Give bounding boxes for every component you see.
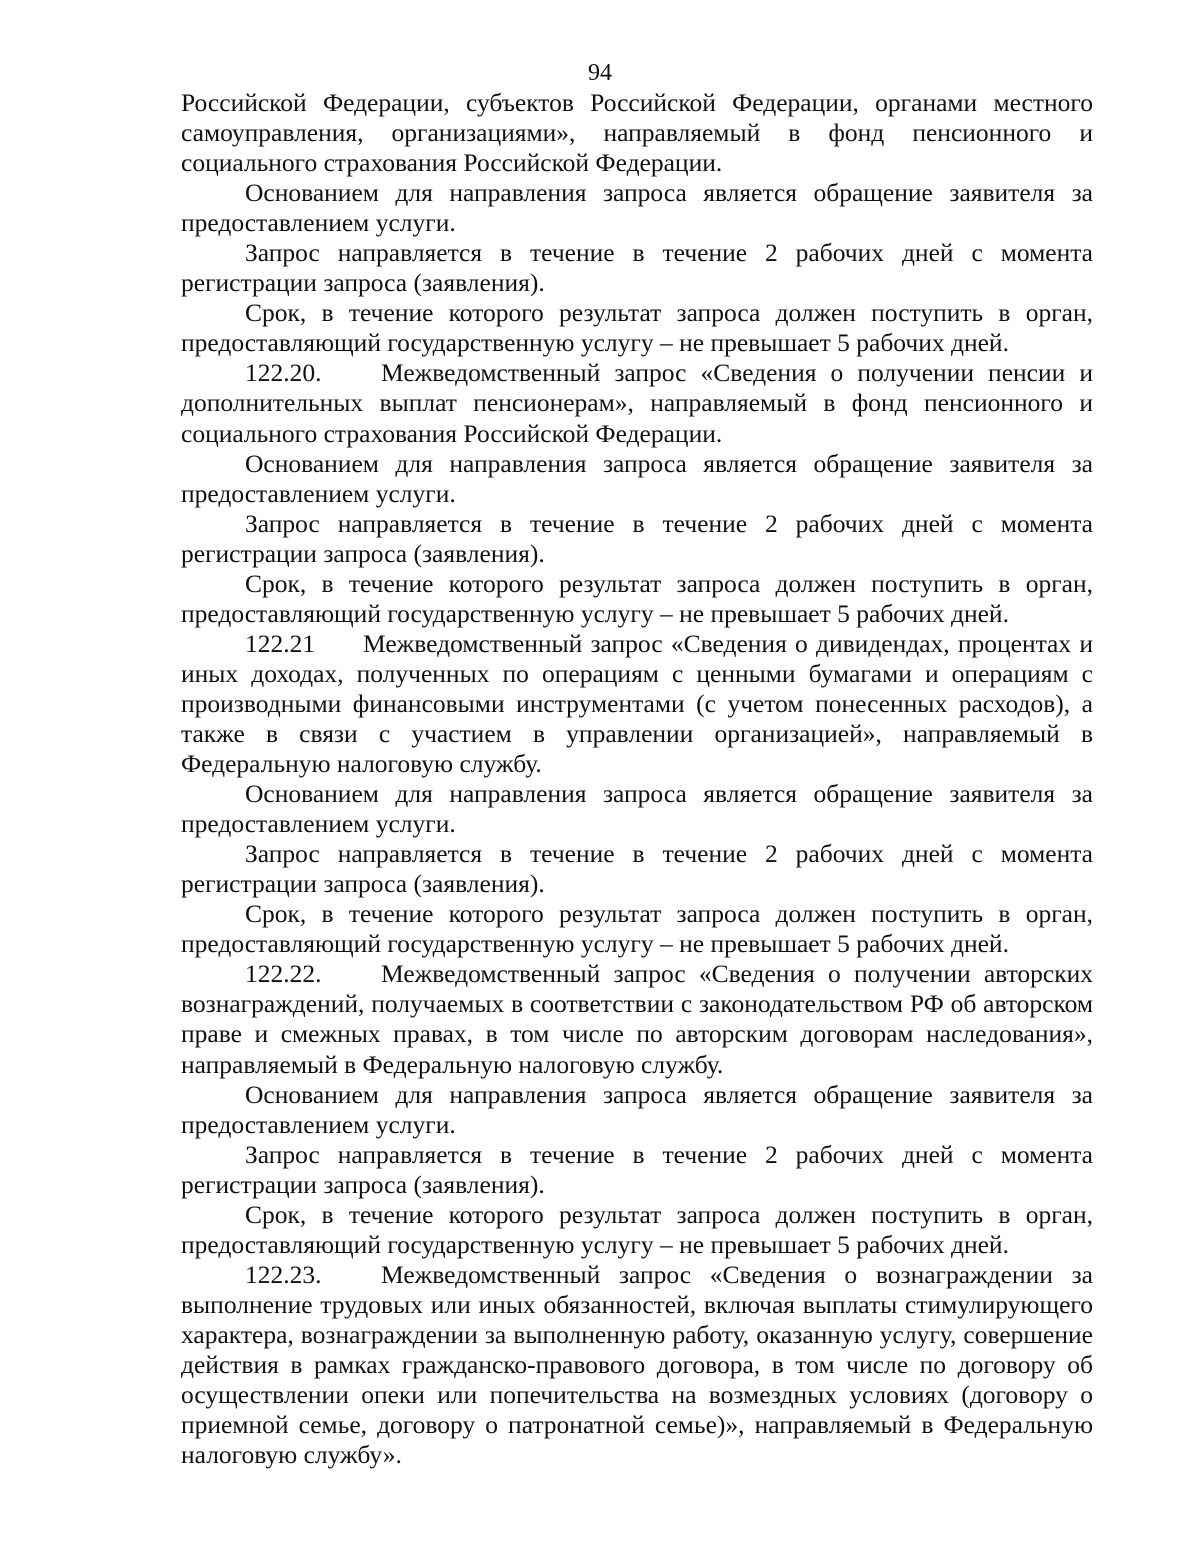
- paragraph-text: Запрос направляется в течение в течение 2 рабочих дней с момента регистрации запроса (заявления).: [181, 1139, 1093, 1199]
- paragraph-text: Срок, в течение которого результат запроса должен поступить в орган, предоставляющий государственную услугу – не превышает 5 рабочих дней.: [181, 568, 1093, 628]
- paragraph-text: Межведомственный запрос «Сведения о вознаграждении за выполнение трудовых или иных обязанностей, включая выплаты стимулирующего характера, вознаграждении за выполненную работу, оказанную услугу, совершение действия в рамках гражданско-правового договора, в том числе по договору об осуществлении опеки или попечительства на возмездных условиях (договору о приемной семье, договору о патронатной семье)», направляемый в Федеральную налоговую службу».: [181, 1259, 1093, 1470]
- paragraph: [181, 1080, 1093, 1140]
- paragraph-text: Запрос направляется в течение в течение 2 рабочих дней с момента регистрации запроса (заявления).: [181, 839, 1093, 899]
- paragraph-text: Запрос направляется в течение в течение 2 рабочих дней с момента регистрации запроса (заявления).: [181, 238, 1093, 298]
- paragraph-text: Основанием для направления запроса является обращение заявителя за предоставлением услуги.: [181, 1079, 1093, 1139]
- paragraph-text: Запрос направляется в течение в течение 2 рабочих дней с момента регистрации запроса (заявления).: [181, 508, 1093, 568]
- paragraph: [181, 899, 1093, 959]
- clause-number: 122.20.: [245, 358, 322, 388]
- paragraph-text: Российской Федерации, субъектов Российской Федерации, органами местного самоуправления, организациями», направляемый в фонд пенсионного и социального страхования Российской Федерации.: [181, 88, 1093, 178]
- paragraph: [181, 298, 1093, 358]
- clause-number: 122.21: [245, 628, 316, 658]
- paragraph-text: Межведомственный запрос «Сведения о дивидендах, процентах и иных доходах, полученных по операциям с ценными бумагами и операциям с производными финансовыми инструментами (с учетом понесенных расходов), а также в связи с участием в управлении организацией», направляемый в Федеральную налоговую службу.: [181, 628, 1093, 779]
- paragraph-text: Основанием для направления запроса является обращение заявителя за предоставлением услуги.: [181, 779, 1093, 839]
- paragraph: [181, 779, 1093, 839]
- paragraph-text: Срок, в течение которого результат запроса должен поступить в орган, предоставляющий государственную услугу – не превышает 5 рабочих дней.: [181, 298, 1093, 358]
- document-body: [181, 88, 1093, 1470]
- clause-number: 122.22.: [245, 959, 322, 989]
- paragraph-text: Межведомственный запрос «Сведения о получении пенсии и дополнительных выплат пенсионерам», направляемый в фонд пенсионного и социального страхования Российской Федерации.: [181, 358, 1093, 448]
- paragraph-text: Основанием для направления запроса является обращение заявителя за предоставлением услуги.: [181, 178, 1093, 238]
- paragraph: [181, 178, 1093, 238]
- paragraph-continuation: [181, 88, 1093, 178]
- paragraph-text: Срок, в течение которого результат запроса должен поступить в орган, предоставляющий государственную услугу – не превышает 5 рабочих дней.: [181, 1199, 1093, 1259]
- numbered-clause: [181, 629, 1093, 779]
- paragraph: [181, 839, 1093, 899]
- paragraph-text: Межведомственный запрос «Сведения о получении авторских вознаграждений, получаемых в соответствии с законодательством РФ об авторском праве и смежных правах, в том числе по авторским договорам наследования», направляемый в Федеральную налоговую службу.: [181, 959, 1093, 1079]
- paragraph: [181, 449, 1093, 509]
- numbered-clause: [181, 1260, 1093, 1470]
- paragraph: [181, 1200, 1093, 1260]
- paragraph: [181, 1140, 1093, 1200]
- page-number: 94: [588, 60, 612, 86]
- numbered-clause: [181, 358, 1093, 448]
- paragraph: [181, 238, 1093, 298]
- paragraph-text: Основанием для направления запроса является обращение заявителя за предоставлением услуги.: [181, 448, 1093, 508]
- numbered-clause: [181, 959, 1093, 1079]
- paragraph-text: Срок, в течение которого результат запроса должен поступить в орган, предоставляющий государственную услугу – не превышает 5 рабочих дней.: [181, 899, 1093, 959]
- paragraph: [181, 569, 1093, 629]
- paragraph: [181, 509, 1093, 569]
- clause-number: 122.23.: [245, 1259, 322, 1289]
